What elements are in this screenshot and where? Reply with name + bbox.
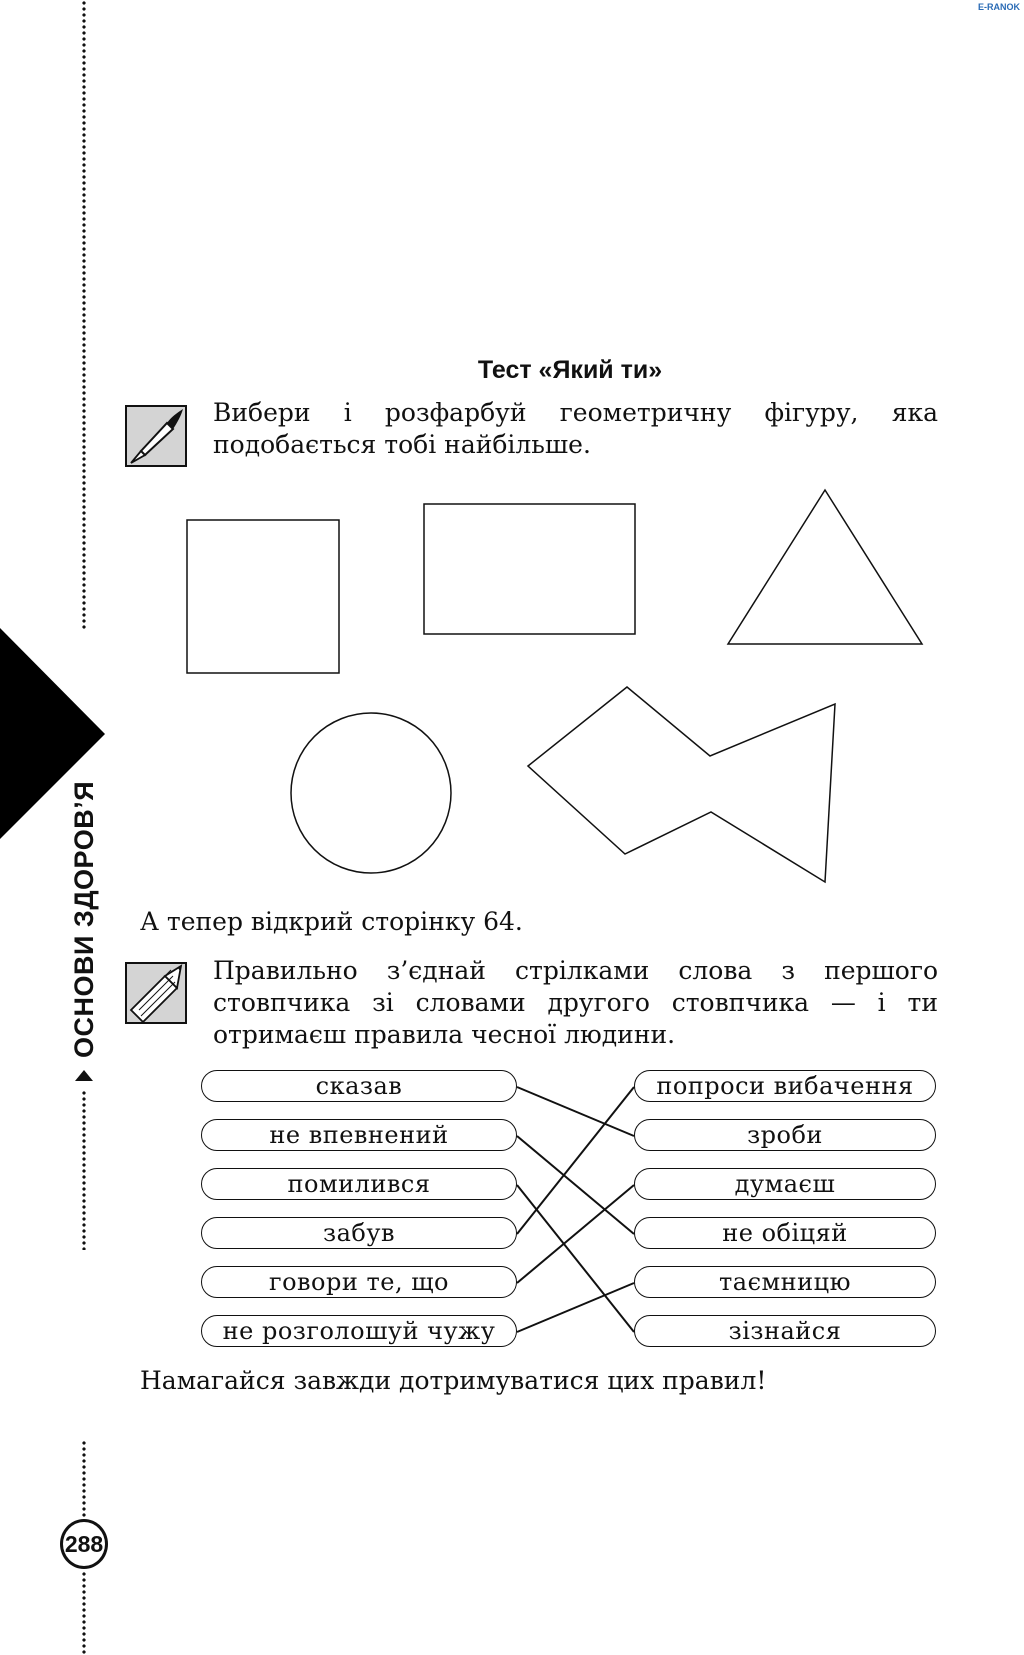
exercise-closing: Намагайся завжди дотримуватися цих правил! [140, 1366, 767, 1395]
left-item-5[interactable]: не розголошуй чужу [201, 1315, 517, 1347]
paintbrush-icon [125, 405, 187, 467]
shape-rectangle[interactable] [423, 503, 637, 637]
section-label: ОСНОВИ ЗДОРОВ’Я [69, 780, 99, 1058]
section-arrow-icon [75, 1070, 93, 1081]
sidebar-dotted-line-bottom-lower [82, 1571, 86, 1655]
shape-circle[interactable] [288, 710, 454, 876]
shape-triangle[interactable] [725, 488, 925, 646]
sidebar-dotted-line-top [82, 0, 86, 630]
test-title: Тест «Який ти» [477, 356, 663, 384]
shape-polygon[interactable] [526, 685, 842, 885]
connector-line-1 [517, 1136, 634, 1234]
right-item-3[interactable]: не обіцяй [634, 1217, 936, 1249]
sidebar-dotted-line-middle [82, 1090, 86, 1250]
connector-line-5 [517, 1283, 634, 1332]
exercise-instruction: Правильно з’єднай стрілками слова з першого стовпчика зі словами другого стовпчика — і ти отримаєш правила чесної людини. [213, 956, 938, 1049]
right-item-1[interactable]: зроби [634, 1119, 936, 1151]
test-followup: А тепер відкрий сторінку 64. [140, 907, 523, 936]
connector-line-0 [517, 1087, 634, 1136]
pencil-icon [125, 962, 187, 1024]
shape-square[interactable] [186, 519, 342, 675]
page-number: 288 [60, 1519, 108, 1569]
sidebar-dotted-line-bottom-upper [82, 1440, 86, 1518]
publisher-logo [978, 2, 1020, 12]
connector-line-3 [517, 1087, 634, 1234]
left-item-3[interactable]: забув [201, 1217, 517, 1249]
right-item-4[interactable]: таємницю [634, 1266, 936, 1298]
left-item-0[interactable]: сказав [201, 1070, 517, 1102]
right-item-5[interactable]: зізнайся [634, 1315, 936, 1347]
connector-line-2 [517, 1185, 634, 1332]
right-item-2[interactable]: думаєш [634, 1168, 936, 1200]
left-item-2[interactable]: помилився [201, 1168, 517, 1200]
publisher-logo-text: E-RANOK [978, 2, 1020, 12]
left-item-4[interactable]: говори те, що [201, 1266, 517, 1298]
connector-line-4 [517, 1185, 634, 1283]
test-instruction: Вибери і розфарбуй геометричну фігуру, яка подобається тобі найбільше. [213, 398, 938, 459]
right-item-0[interactable]: попроси вибачення [634, 1070, 936, 1102]
left-item-1[interactable]: не впевнений [201, 1119, 517, 1151]
